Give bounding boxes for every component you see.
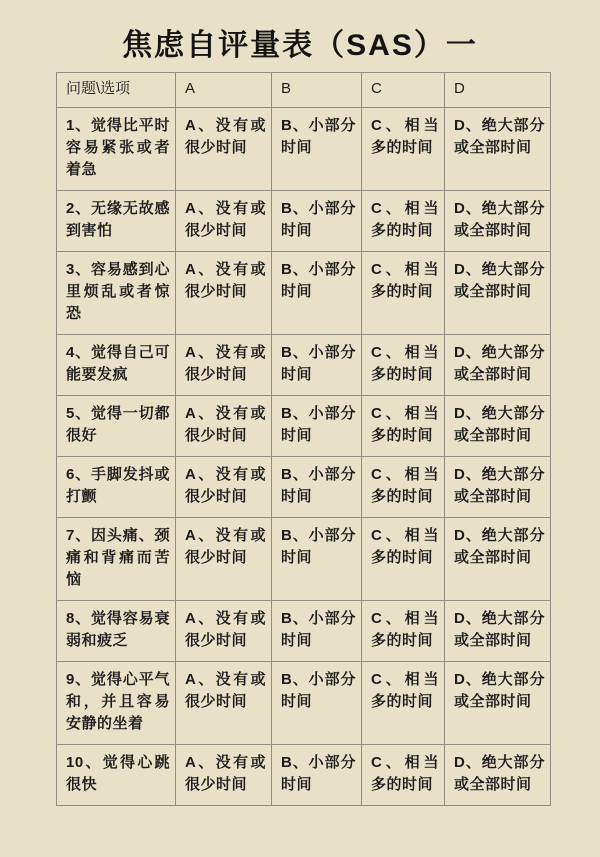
option-cell-d: D、绝大部分或全部时间 bbox=[445, 601, 551, 662]
question-cell: 6、手脚发抖或打颤 bbox=[57, 457, 176, 518]
option-cell-d: D、绝大部分或全部时间 bbox=[445, 335, 551, 396]
question-cell: 9、觉得心平气和，并且容易安静的坐着 bbox=[57, 662, 176, 745]
option-cell-d: D、绝大部分或全部时间 bbox=[445, 662, 551, 745]
table-row bbox=[57, 601, 551, 662]
question-cell: 2、无缘无故感到害怕 bbox=[57, 191, 176, 252]
header-cell-d: D bbox=[445, 73, 551, 108]
option-cell-a: A、没有或很少时间 bbox=[176, 396, 272, 457]
option-cell-d: D、绝大部分或全部时间 bbox=[445, 745, 551, 806]
option-cell-d: D、绝大部分或全部时间 bbox=[445, 191, 551, 252]
option-cell-d: D、绝大部分或全部时间 bbox=[445, 457, 551, 518]
table-row bbox=[57, 518, 551, 601]
table-row bbox=[57, 108, 551, 191]
option-cell-a: A、没有或很少时间 bbox=[176, 252, 272, 335]
table-row bbox=[57, 745, 551, 806]
question-cell: 4、觉得自己可能要发疯 bbox=[57, 335, 176, 396]
option-cell-a: A、没有或很少时间 bbox=[176, 518, 272, 601]
option-cell-c: C、相当多的时间 bbox=[362, 252, 445, 335]
question-cell: 7、因头痛、颈痛和背痛而苦恼 bbox=[57, 518, 176, 601]
table-row bbox=[57, 252, 551, 335]
option-cell-d: D、绝大部分或全部时间 bbox=[445, 396, 551, 457]
option-cell-c: C、相当多的时间 bbox=[362, 601, 445, 662]
option-cell-c: C、相当多的时间 bbox=[362, 396, 445, 457]
option-cell-b: B、小部分时间 bbox=[272, 191, 362, 252]
option-cell-c: C、相当多的时间 bbox=[362, 457, 445, 518]
option-cell-b: B、小部分时间 bbox=[272, 662, 362, 745]
option-cell-b: B、小部分时间 bbox=[272, 396, 362, 457]
question-cell: 1、觉得比平时容易紧张或者着急 bbox=[57, 108, 176, 191]
table-row bbox=[57, 457, 551, 518]
sas-questionnaire-table bbox=[56, 72, 551, 806]
question-cell: 5、觉得一切都很好 bbox=[57, 396, 176, 457]
option-cell-b: B、小部分时间 bbox=[272, 252, 362, 335]
option-cell-b: B、小部分时间 bbox=[272, 335, 362, 396]
option-cell-a: A、没有或很少时间 bbox=[176, 335, 272, 396]
option-cell-b: B、小部分时间 bbox=[272, 601, 362, 662]
option-cell-a: A、没有或很少时间 bbox=[176, 662, 272, 745]
option-cell-b: B、小部分时间 bbox=[272, 108, 362, 191]
option-cell-a: A、没有或很少时间 bbox=[176, 745, 272, 806]
option-cell-a: A、没有或很少时间 bbox=[176, 457, 272, 518]
option-cell-a: A、没有或很少时间 bbox=[176, 108, 272, 191]
option-cell-c: C、相当多的时间 bbox=[362, 662, 445, 745]
option-cell-d: D、绝大部分或全部时间 bbox=[445, 252, 551, 335]
header-cell-question: 问题\选项 bbox=[57, 73, 176, 108]
option-cell-a: A、没有或很少时间 bbox=[176, 191, 272, 252]
header-cell-a: A bbox=[176, 73, 272, 108]
table-row bbox=[57, 396, 551, 457]
header-cell-b: B bbox=[272, 73, 362, 108]
option-cell-d: D、绝大部分或全部时间 bbox=[445, 518, 551, 601]
question-cell: 10、觉得心跳很快 bbox=[57, 745, 176, 806]
option-cell-b: B、小部分时间 bbox=[272, 518, 362, 601]
option-cell-b: B、小部分时间 bbox=[272, 457, 362, 518]
option-cell-c: C、相当多的时间 bbox=[362, 108, 445, 191]
header-cell-c: C bbox=[362, 73, 445, 108]
option-cell-c: C、相当多的时间 bbox=[362, 745, 445, 806]
option-cell-a: A、没有或很少时间 bbox=[176, 601, 272, 662]
option-cell-c: C、相当多的时间 bbox=[362, 191, 445, 252]
table-row bbox=[57, 191, 551, 252]
question-cell: 3、容易感到心里烦乱或者惊恐 bbox=[57, 252, 176, 335]
table-row bbox=[57, 335, 551, 396]
option-cell-c: C、相当多的时间 bbox=[362, 335, 445, 396]
option-cell-d: D、绝大部分或全部时间 bbox=[445, 108, 551, 191]
option-cell-c: C、相当多的时间 bbox=[362, 518, 445, 601]
table-row bbox=[57, 662, 551, 745]
table-header-row bbox=[57, 73, 551, 108]
page-title: 焦虑自评量表（SAS）一 bbox=[122, 29, 478, 62]
question-cell: 8、觉得容易衰弱和疲乏 bbox=[57, 601, 176, 662]
option-cell-b: B、小部分时间 bbox=[272, 745, 362, 806]
